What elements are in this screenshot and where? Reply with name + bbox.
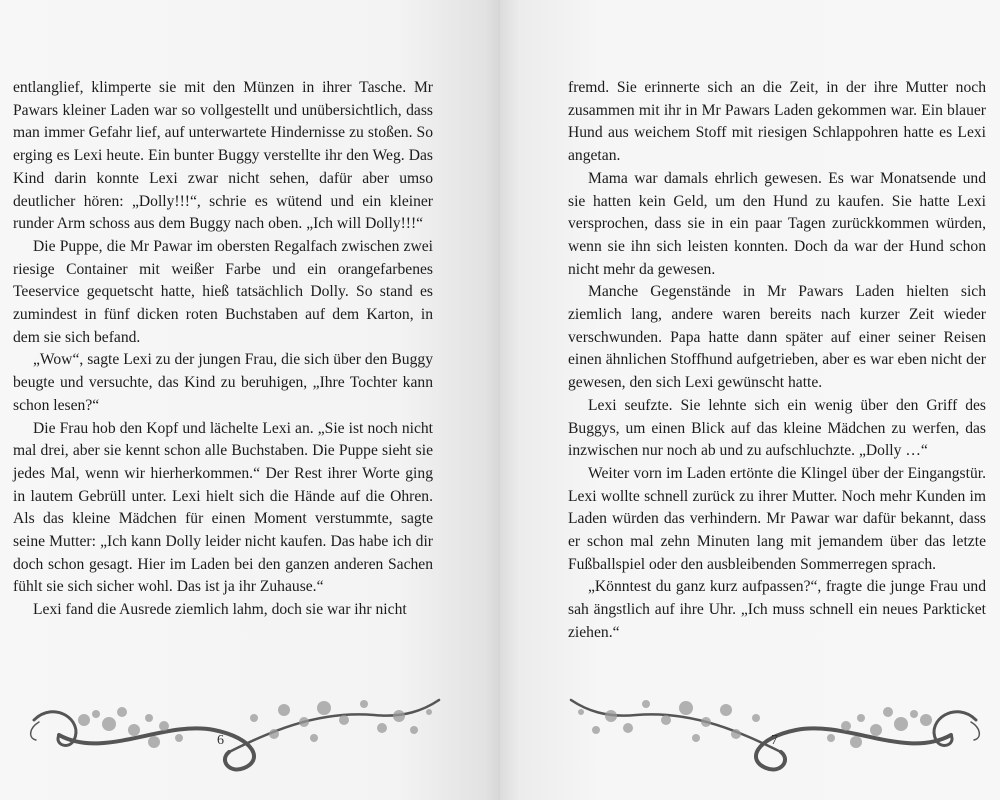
left-page-text [13, 77, 433, 622]
paragraph: entlanglief, klimperte sie mit den Münzen in ihrer Tasche. Mr Pawars kleiner Laden war so vollgestellt und unübersichtlich, dass man immer Gefahr lief, auf unterwartete Hindernisse zu stoßen. So erging es Lexi heute. Ein bunter Buggy verstellte ihr den Weg. Das Kind darin konnte Lexi zwar nicht sehen, dafür aber umso deutlicher hören: „Dolly!!!“, schrie es wütend und ein kleiner runder Arm schoss aus dem Buggy nach oben. „Ich will Dolly!!!“ [13, 79, 433, 233]
paragraph: Lexi seufzte. Sie lehnte sich ein wenig über den Griff des Buggys, um einen Blick auf das kleine Mädchen zu werfen, das inzwischen nur noch ab und zu aufschluchzte. „Dolly …“ [568, 396, 986, 460]
page-number: 7 [771, 733, 778, 748]
right-page-text [568, 77, 986, 645]
page-number: 6 [217, 733, 224, 748]
paragraph: Die Puppe, die Mr Pawar im obersten Regalfach zwischen zwei riesige Container mit weißer Farbe und ein orangefarbenes Teeservice gequetscht hatte, hieß tatsächlich Dolly. So stand es zumindest in fünf dicken roten Buchstaben auf dem Karton, in dem sie sich befand. [13, 237, 433, 346]
paragraph: Lexi fand die Ausrede ziemlich lahm, doch sie war ihr nicht [33, 601, 407, 619]
paragraph: „Könntest du ganz kurz aufpassen?“, fragte die junge Frau und sah ängstlich auf ihre Uhr. „Ich muss schnell ein neues Parkticket ziehen.“ [568, 578, 986, 641]
paragraph: Die Frau hob den Kopf und lächelte Lexi an. „Sie ist noch nicht mal drei, aber sie kennt schon alle Buchstaben. Die Puppe sieht sie jedes Mal, wenn wir hierherkommen.“ Der Rest ihrer Worte ging in lautem Gebrüll unter. Lexi hielt sich die Hände auf die Ohren. Als das kleine Mädchen für einen Moment verstummte, sagte seine Mutter: „Ich kann Dolly leider nicht kaufen. Das habe ich dir doch schon gesagt. Hier im Laden bei den ganzen anderen Sachen fühlt sie sich sicher wohl. Das ist ja ihr Zuhause.“ [13, 419, 433, 596]
paragraph: Weiter vorn im Laden ertönte die Klingel über der Eingangstür. Lexi wollte schnell zurück zu ihrer Mutter. Noch mehr Kunden im Laden würden das verhindern. Mr Pawar war dafür bekannt, dass er schon mal zehn Minuten lang mit jemandem über das letzte Fußballspiel oder den ausbleibenden Sommerregen sprach. [568, 464, 986, 573]
floral-ornament-left [14, 690, 454, 780]
right-page [500, 0, 1000, 800]
paragraph: „Wow“, sagte Lexi zu der jungen Frau, die sich über den Buggy beugte und versuchte, das Kind zu beruhigen, „Ihre Tochter kann schon lesen?“ [13, 351, 433, 414]
paragraph: fremd. Sie erinnerte sich an die Zeit, in der ihre Mutter noch zusammen mit ihr in Mr Pawars Laden gekommen war. Ein blauer Hund aus weichem Stoff mit riesigen Schlappohren hatte es Lexi angetan. [568, 79, 986, 165]
paragraph: Mama war damals ehrlich gewesen. Es war Monatsende und sie hatten kein Geld, um den Hund zu kaufen. Sie hatte Lexi versprochen, dass sie in ein paar Tagen zurückkommen würden, wenn sie ihn sich leisten konnten. Doch da war der Hund schon nicht mehr da gewesen. [568, 169, 986, 278]
paragraph: Manche Gegenstände in Mr Pawars Laden hielten sich ziemlich lang, andere waren bereits nach kurzer Zeit wieder verschwunden. Papa hatte dann später auf einer seiner Reisen einen ähnlichen Stoffhund aufgetrieben, aber es war eben nicht der gewesen, den sich Lexi gewünscht hatte. [568, 283, 986, 392]
